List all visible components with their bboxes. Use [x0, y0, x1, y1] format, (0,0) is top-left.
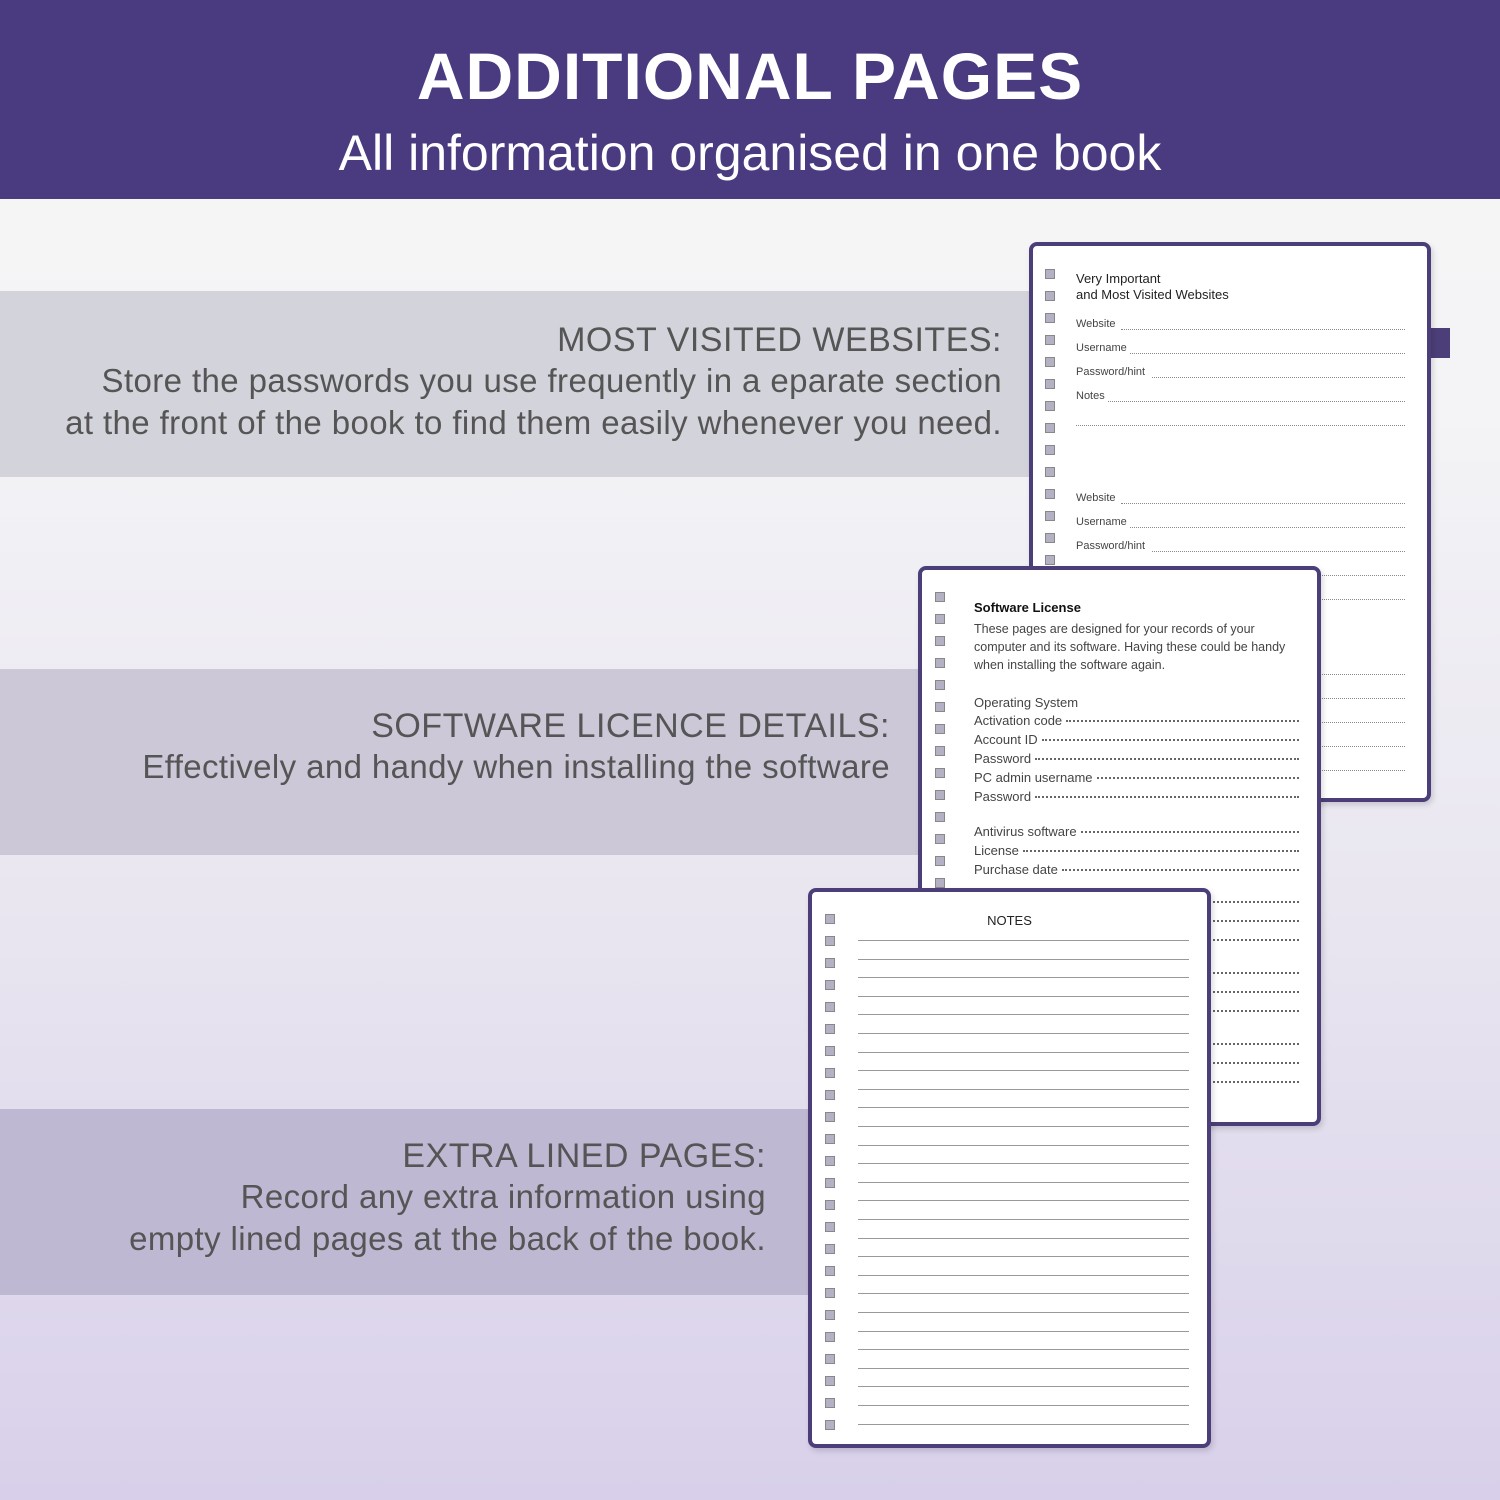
ruled-line: [858, 1033, 1189, 1034]
binding-ring-icon: [825, 1112, 835, 1122]
binding-ring-icon: [1045, 423, 1055, 433]
binding-ring-icon: [1045, 445, 1055, 455]
binding-ring-icon: [825, 1200, 835, 1210]
binding-ring-icon: [825, 980, 835, 990]
ruled-line: [858, 977, 1189, 978]
binding-ring-icon: [825, 1420, 835, 1430]
software-intro-text: when installing the software again.: [974, 658, 1166, 672]
binding-ring-icon: [1045, 533, 1055, 543]
header-banner: [0, 0, 1500, 199]
ruled-line: [858, 1070, 1189, 1071]
field-line: [1121, 329, 1405, 330]
ruled-line: [858, 1145, 1189, 1146]
binding-ring-icon: [935, 702, 945, 712]
field-label: Purchase date: [974, 862, 1058, 877]
binding-ring-icon: [825, 1288, 835, 1298]
field-line: [1108, 401, 1405, 402]
websites-page-title: and Most Visited Websites: [1076, 287, 1229, 302]
binding-ring-icon: [935, 680, 945, 690]
ruled-line: [858, 1126, 1189, 1127]
binding-ring-icon: [825, 1332, 835, 1342]
os-field: [974, 732, 1299, 747]
binding-ring-icon: [825, 1398, 835, 1408]
field-label: PC admin username: [974, 770, 1093, 785]
notes-notebook-page: [808, 888, 1211, 1448]
os-field: [974, 751, 1299, 766]
field-label: Activation code: [974, 713, 1063, 728]
binding-ring-icon: [825, 1002, 835, 1012]
ruled-line: [858, 1256, 1189, 1257]
ruled-line: [858, 1238, 1189, 1239]
binding-ring-icon: [825, 1178, 835, 1188]
binding-ring-icon: [1045, 401, 1055, 411]
binding-ring-icon: [935, 834, 945, 844]
binding-ring-icon: [1045, 335, 1055, 345]
binding-ring-icon: [825, 1222, 835, 1232]
ruled-line: [858, 1368, 1189, 1369]
binding-ring-icon: [1045, 269, 1055, 279]
ruled-line: [858, 940, 1189, 941]
binding-ring-icon: [1045, 291, 1055, 301]
os-field: [974, 789, 1299, 804]
ruled-line: [858, 1275, 1189, 1276]
section-band-software: [0, 669, 918, 855]
binding-ring-icon: [935, 592, 945, 602]
binding-ring-icon: [935, 768, 945, 778]
binding-ring-icon: [825, 1068, 835, 1078]
field-label: Account ID: [974, 732, 1038, 747]
av-field: [974, 862, 1299, 877]
section-text: Effectively and handy when installing the software: [142, 748, 890, 785]
ruled-line: [858, 1312, 1189, 1313]
binding-ring-icon: [825, 914, 835, 924]
section-heading: EXTRA LINED PAGES:: [402, 1137, 766, 1175]
ruled-line: [858, 1163, 1189, 1164]
binding-ring-icon: [825, 1376, 835, 1386]
binding-ring-icon: [935, 812, 945, 822]
software-intro-text: These pages are designed for your records of your: [974, 622, 1255, 636]
ruled-line: [858, 996, 1189, 997]
ruled-line: [858, 1219, 1189, 1220]
tab-marker: [1428, 328, 1450, 358]
field-label: Password/hint: [1076, 366, 1146, 378]
ruled-line: [858, 1424, 1189, 1425]
binding-ring-icon: [825, 1244, 835, 1254]
binding-ring-icon: [825, 1156, 835, 1166]
section-text: Record any extra information using: [240, 1178, 766, 1215]
field-label: Password/hint: [1076, 540, 1146, 552]
field-label: Website: [1076, 492, 1116, 504]
software-page-title: Software License: [974, 600, 1081, 615]
page-title: ADDITIONAL PAGES: [416, 39, 1084, 113]
os-field: [974, 713, 1299, 728]
field-line: [1152, 377, 1405, 378]
page-subtitle: All information organised in one book: [338, 125, 1162, 181]
ruled-line: [858, 1405, 1189, 1406]
binding-ring-icon: [825, 1310, 835, 1320]
field-line: [1130, 527, 1405, 528]
binding-ring-icon: [1045, 555, 1055, 565]
section-band-lined: [0, 1109, 808, 1295]
field-label: Username: [1076, 516, 1127, 528]
field-label: Website: [1076, 318, 1116, 330]
ruled-line: [858, 1107, 1189, 1108]
binding-ring-icon: [935, 724, 945, 734]
field-label: License: [974, 843, 1019, 858]
binding-ring-icon: [825, 1134, 835, 1144]
ruled-line: [858, 1052, 1189, 1053]
ruled-line: [858, 959, 1189, 960]
websites-page-title: Very Important: [1076, 271, 1161, 286]
field-label: Password: [974, 751, 1032, 766]
binding-ring-icon: [1045, 313, 1055, 323]
section-text: Store the passwords you use frequently in a eparate section: [101, 362, 1002, 399]
binding-ring-icon: [935, 636, 945, 646]
binding-ring-icon: [1045, 467, 1055, 477]
binding-ring-icon: [825, 958, 835, 968]
field-line: [1076, 425, 1405, 426]
binding-ring-icon: [935, 856, 945, 866]
field-line: [1121, 503, 1405, 504]
binding-ring-icon: [935, 746, 945, 756]
ruled-line: [858, 1089, 1189, 1090]
binding-ring-icon: [825, 1046, 835, 1056]
binding-ring-icon: [1045, 357, 1055, 367]
section-band-websites: [0, 291, 1030, 477]
binding-ring-icon: [935, 658, 945, 668]
binding-ring-icon: [1045, 379, 1055, 389]
field-label: Notes: [1076, 390, 1105, 402]
binding-ring-icon: [825, 1354, 835, 1364]
notes-page-title: NOTES: [987, 913, 1032, 928]
field-line: [1130, 353, 1405, 354]
field-label: Username: [1076, 342, 1127, 354]
field-label: Antivirus software: [974, 824, 1077, 839]
binding-ring-icon: [825, 1266, 835, 1276]
ruled-line: [858, 1331, 1189, 1332]
field-label: Password: [974, 789, 1032, 804]
binding-ring-icon: [1045, 489, 1055, 499]
binding-ring-icon: [825, 936, 835, 946]
field-line: [1152, 551, 1405, 552]
av-field: [974, 824, 1299, 839]
ruled-line: [858, 1293, 1189, 1294]
os-field: [974, 770, 1299, 785]
binding-ring-icon: [825, 1024, 835, 1034]
av-field: [974, 843, 1299, 858]
ruled-line: [858, 1349, 1189, 1350]
binding-ring-icon: [825, 1090, 835, 1100]
section-text: at the front of the book to find them easily whenever you need.: [65, 404, 1002, 441]
ruled-line: [858, 1200, 1189, 1201]
binding-ring-icon: [935, 878, 945, 888]
ruled-line: [858, 1182, 1189, 1183]
software-intro-text: computer and its software. Having these could be handy: [974, 640, 1286, 654]
binding-ring-icon: [935, 790, 945, 800]
binding-ring-icon: [935, 614, 945, 624]
ruled-line: [858, 1386, 1189, 1387]
section-text: empty lined pages at the back of the book.: [129, 1220, 766, 1257]
section-heading: SOFTWARE LICENCE DETAILS:: [371, 707, 890, 745]
binding-ring-icon: [1045, 511, 1055, 521]
os-heading: Operating System: [974, 695, 1079, 710]
section-heading: MOST VISITED WEBSITES:: [557, 321, 1002, 359]
ruled-line: [858, 1014, 1189, 1015]
